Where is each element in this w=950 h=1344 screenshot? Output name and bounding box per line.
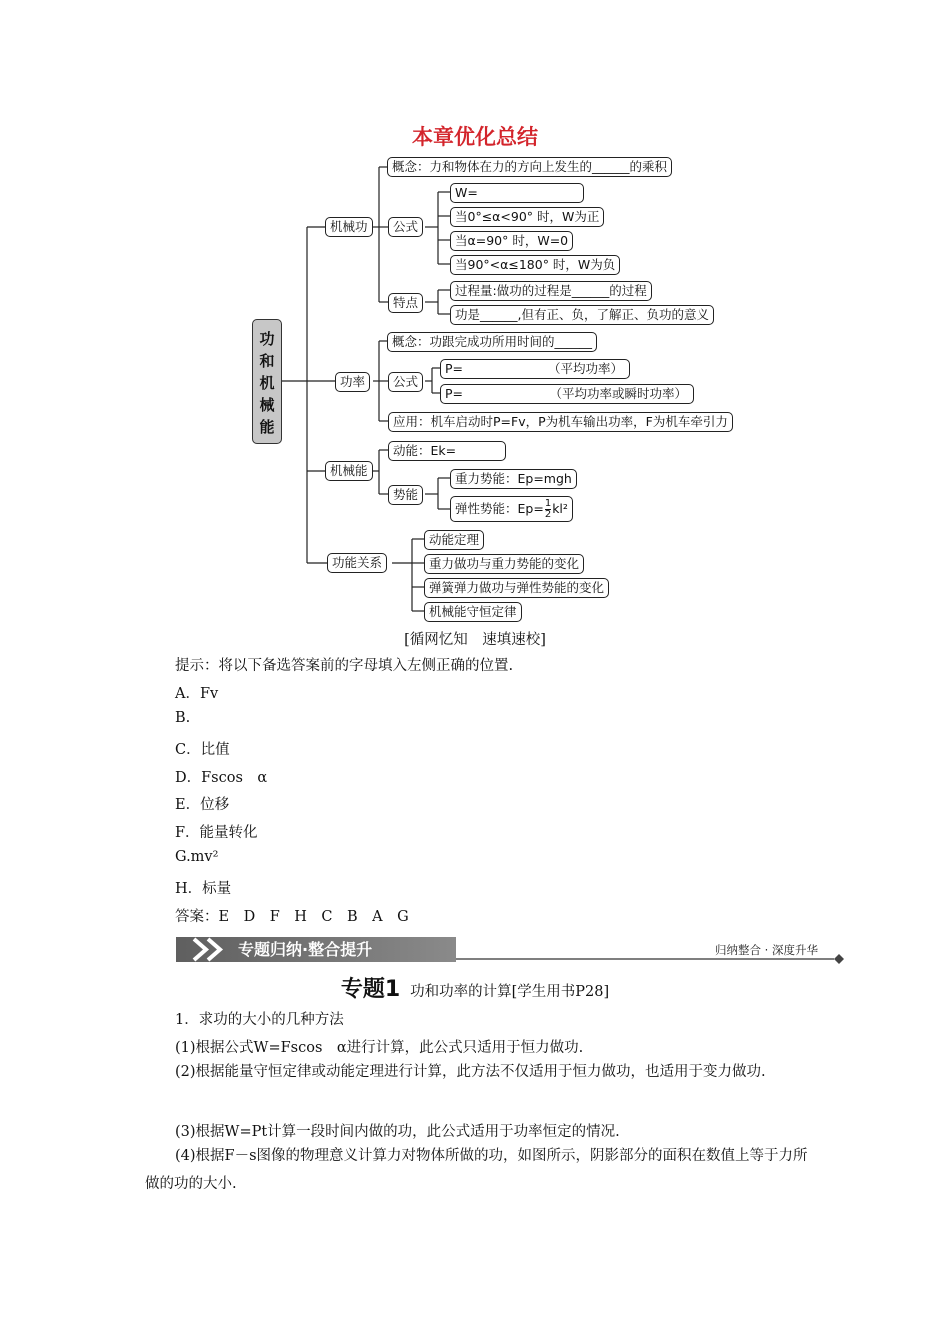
option-e: E．位移 <box>175 797 230 813</box>
paragraph-4: (4)根据F－s图像的物理意义计算力对物体所做的功，如图所示，阴影部分的面积在数值上等于力所做的功的大小. <box>145 1148 808 1192</box>
node-work-formula-w: W= <box>450 183 584 203</box>
node-kinetic-energy: 动能：Ek= <box>388 441 506 461</box>
option-a: A．Fv <box>175 686 219 702</box>
node-power: 功率 <box>335 372 370 392</box>
node-work-energy-relation: 功能关系 <box>327 553 387 573</box>
node-work-cond-zero: 当α=90° 时，W=0 <box>450 231 573 251</box>
paragraph-1: (1)根据公式W=Fscos α进行计算，此公式只适用于恒力做功. <box>175 1040 584 1056</box>
option-b: B. <box>175 710 191 726</box>
node-work-cond-negative: 当90°<α≤180° 时，W为负 <box>450 255 620 275</box>
node-elastic-potential: 弹性势能：Ep= $\frac{1}{2}$ kl² <box>450 496 573 522</box>
option-d: D．Fscos α <box>175 770 268 786</box>
answer-text: 答案：E D F H C B A G <box>175 909 409 925</box>
double-chevron-icon <box>190 937 236 962</box>
node-relation-elastic: 弹簧弹力做功与弹性势能的变化 <box>424 578 609 598</box>
fraction-one-half: $\frac{1}{2}$ <box>544 498 552 520</box>
section-banner-title: 专题归纳·整合提升 <box>238 940 373 959</box>
node-power-average: P= （平均功率） <box>440 359 630 379</box>
option-c: C．比值 <box>175 742 230 758</box>
mindmap-root: 功 和 机 械 能 <box>252 319 282 444</box>
node-mechanical-energy: 机械能 <box>325 461 373 481</box>
node-relation-theorem: 动能定理 <box>424 530 484 550</box>
node-relation-gravity: 重力做功与重力势能的变化 <box>424 554 584 574</box>
topic-title: 功和功率的计算[学生用书P28] <box>410 984 610 1000</box>
paragraph-2: (2)根据能量守恒定律或动能定理进行计算，此方法不仅适用于恒力做功，也适用于变力做功. <box>175 1064 766 1080</box>
option-h: H．标量 <box>175 881 232 897</box>
node-gravity-potential: 重力势能：Ep=mgh <box>450 469 577 489</box>
paragraph-3: (3)根据W=Pt计算一段时间内做的功，此公式适用于功率恒定的情况. <box>175 1124 620 1140</box>
node-mechanical-work: 机械功 <box>325 217 373 237</box>
node-power-formula: 公式 <box>388 372 423 392</box>
node-power-concept: 概念：功跟完成功所用时间的______ <box>387 332 597 352</box>
option-g: G.mv² <box>175 849 219 865</box>
node-work-cond-positive: 当0°≤α<90° 时，W为正 <box>450 207 604 227</box>
topic-heading <box>0 972 950 1003</box>
option-f: F．能量转化 <box>175 825 258 841</box>
page-title: 本章优化总结 <box>412 125 538 149</box>
node-work-feature-scalar: 功是______,但有正、负，了解正、负功的意义 <box>450 305 714 325</box>
node-work-feature-process: 过程量:做功的过程是______的过程 <box>450 281 652 301</box>
section-banner-subtitle: 归纳整合 · 深度升华 <box>715 943 818 957</box>
section-heading: 1．求功的大小的几种方法 <box>175 1012 344 1028</box>
node-relation-conservation: 机械能守恒定律 <box>424 602 522 622</box>
mindmap-caption: [循网忆知 速填速校] <box>404 632 546 648</box>
node-work-feature: 特点 <box>388 293 423 313</box>
node-work-formula: 公式 <box>388 217 423 237</box>
node-work-concept: 概念：力和物体在力的方向上发生的______的乘积 <box>387 157 672 177</box>
node-potential-energy: 势能 <box>388 485 423 505</box>
hint-text: 提示：将以下备选答案前的字母填入左侧正确的位置. <box>175 658 514 674</box>
topic-number: 专题1 <box>340 977 401 1002</box>
node-power-instant: P= （平均功率或瞬时功率） <box>440 384 694 404</box>
node-power-application: 应用：机车启动时P=Fv，P为机车输出功率，F为机车牵引力 <box>388 412 733 432</box>
